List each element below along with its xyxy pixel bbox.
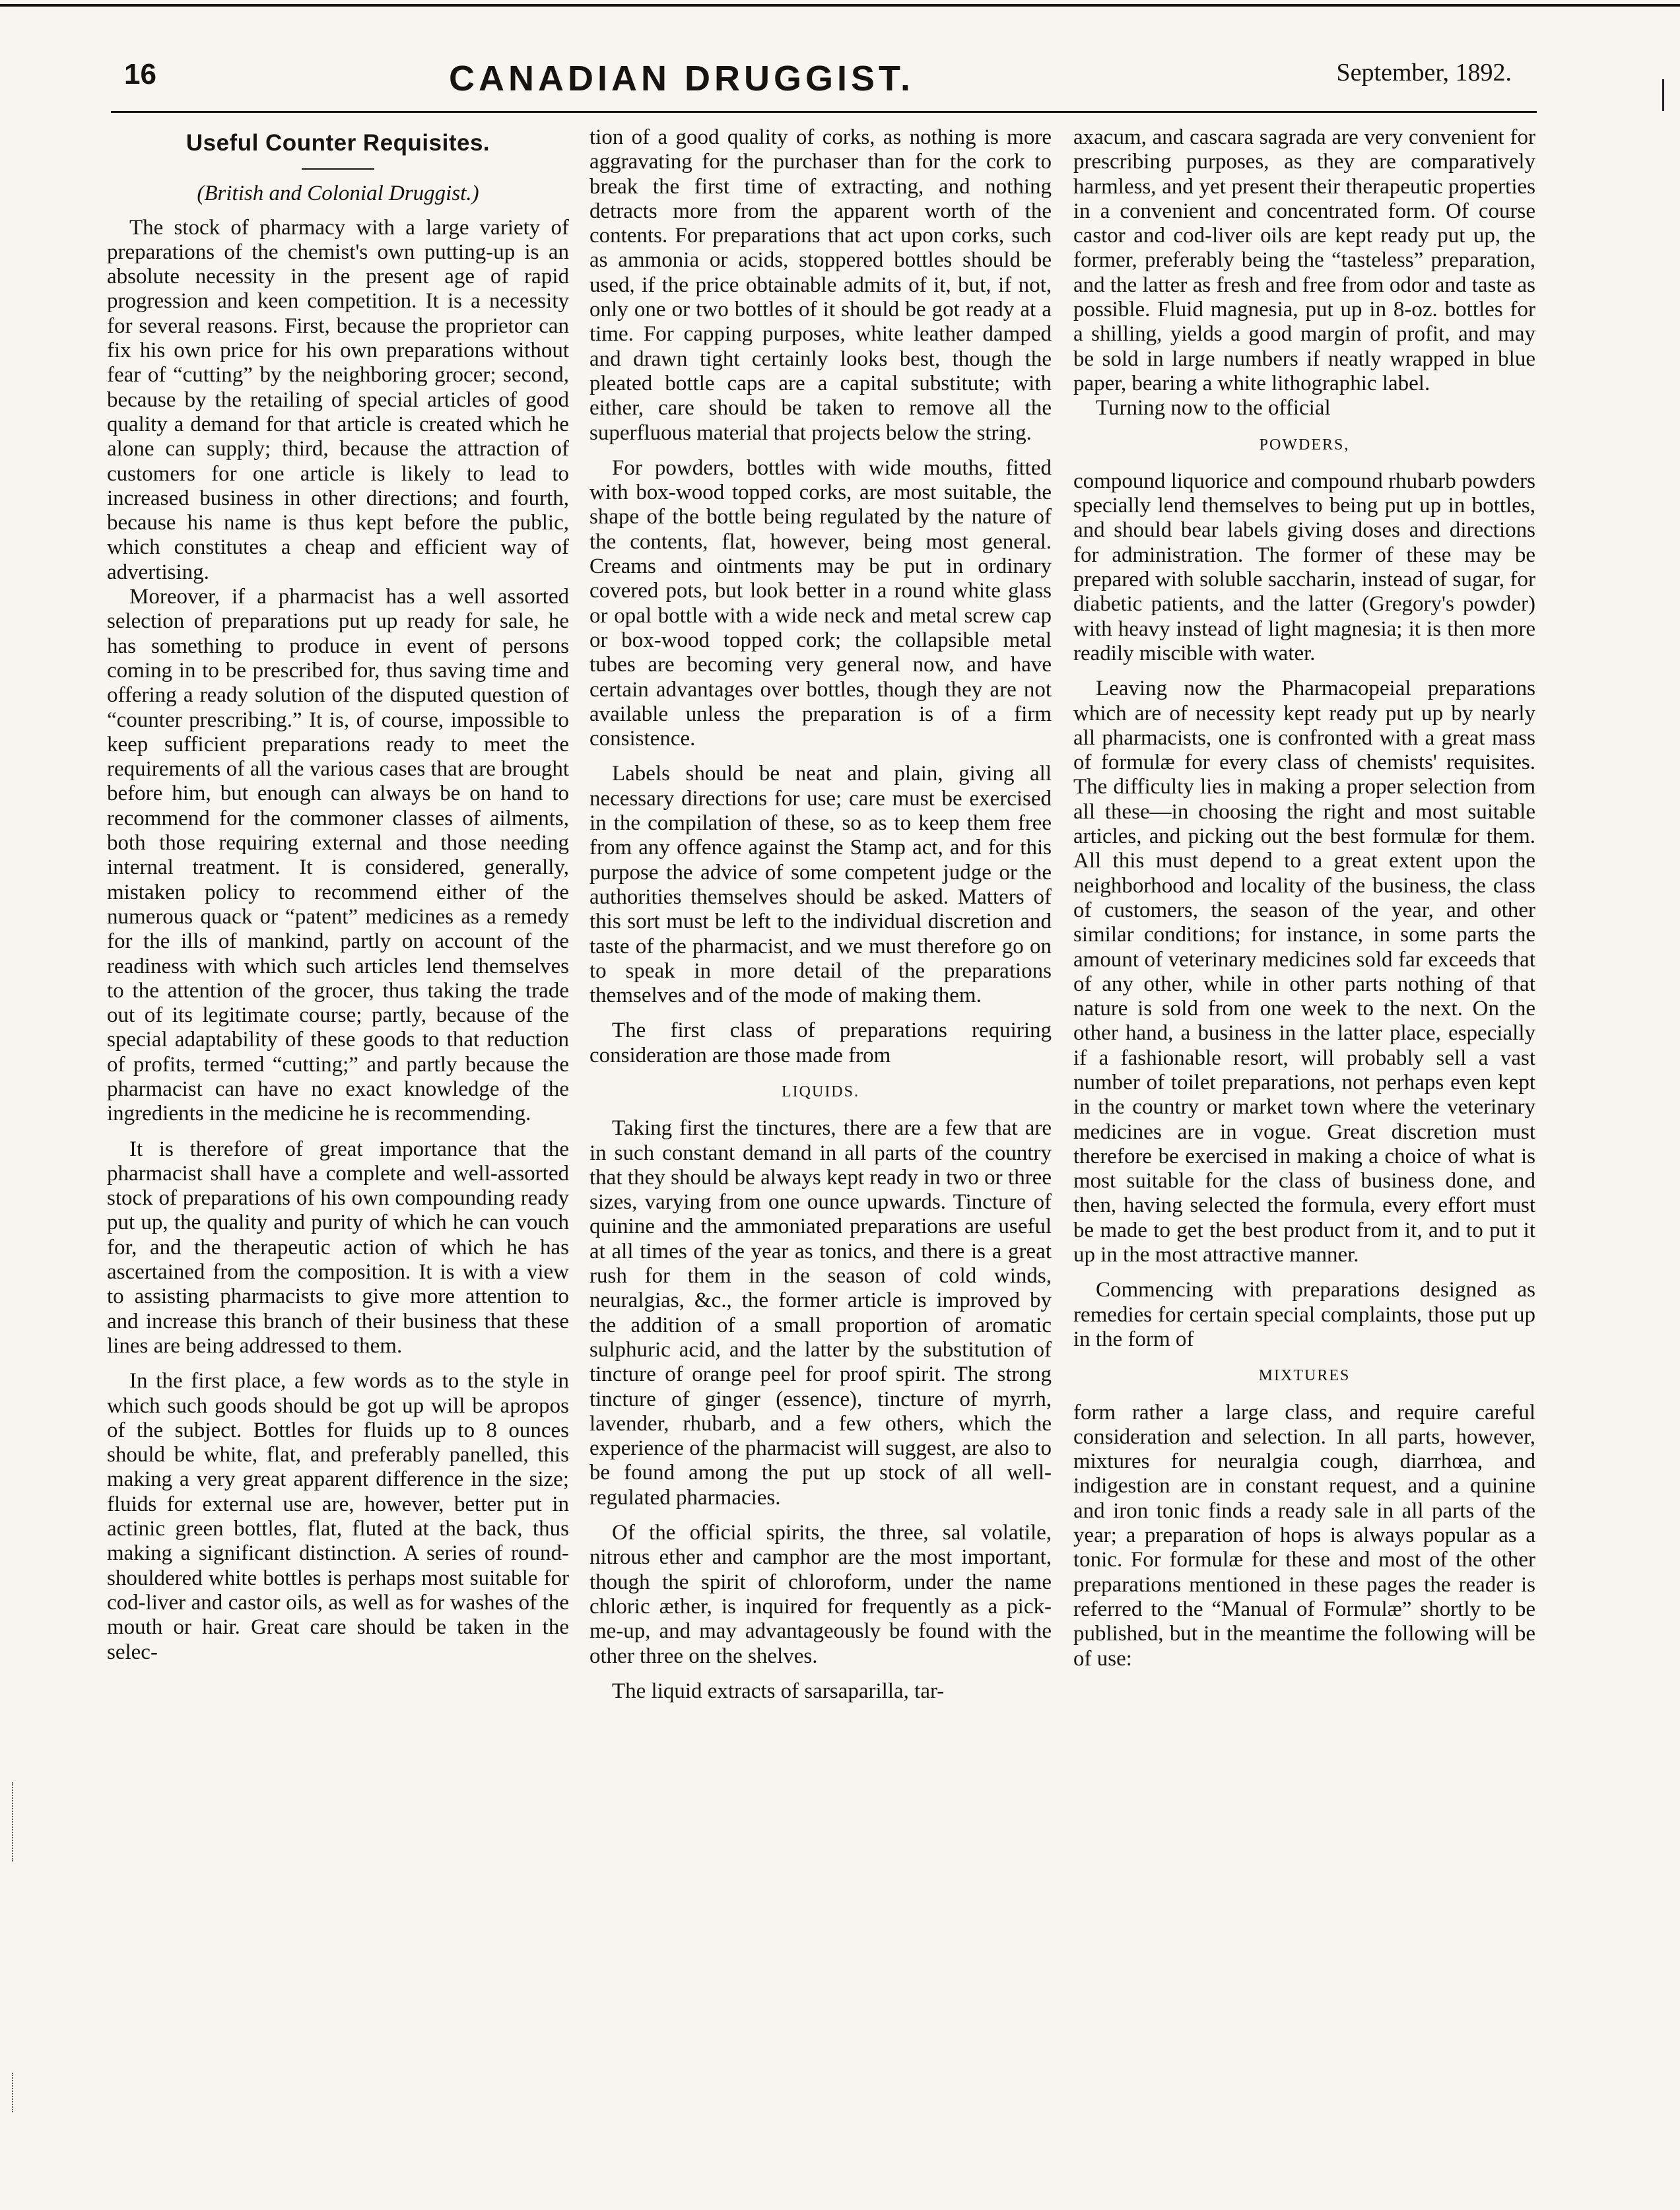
paragraph: Commencing with preparations designed as remedies for certain special complaints, those put up in the form of xyxy=(1073,1278,1535,1351)
top-border-rule xyxy=(0,4,1680,7)
column-2 xyxy=(589,125,1052,1704)
paragraph: For powders, bottles with wide mouths, fitted with box-wood topped corks, are most suitable, the shape of the bottle being regulated by the nature of the contents, flat, however, being most general. Creams and ointments may be put in ordinary covered pots, but look better in a round white glass or opal bottle with a wide neck and metal screw cap or box-wood topped cork; the collapsible metal tubes are becoming very general now, and have certain advantages over bottles, though they are not available unless the preparation is of a firm consistence. xyxy=(589,455,1052,751)
paragraph: The stock of pharmacy with a large variety of preparations of the chemist's own putting-up is an absolute necessity in the present age of rapid progression and keen competition. It is a necessity for several reasons. First, because the proprietor can fix his own price for his own preparations without fear of “cutting” by the neighboring grocer; second, because by the retailing of special articles of good quality a demand for that article is created which he alone can supply; third, because the attraction of customers for one article is likely to lead to increased business in other directions; and fourth, because his name is thus kept before the public, which constitutes a cheap and efficient way of advertising. xyxy=(107,215,569,584)
paragraph: axacum, and cascara sagrada are very convenient for prescribing purposes, as they are comparatively harmless, and yet present their therapeutic properties in a convenient and concentrated form. Of course castor and cod-liver oils are kept ready put up, the former, preferably being the “tasteless” preparation, and the latter as fresh and free from odor and taste as possible. Fluid magnesia, put up in 8-oz. bottles for a shilling, yields a good margin of profit, and may be sold in large numbers if neatly wrapped in blue paper, bearing a white lithographic label. xyxy=(1073,125,1535,395)
subheading-mixtures: MIXTURES xyxy=(1258,1367,1351,1385)
paragraph: Of the official spirits, the three, sal volatile, nitrous ether and camphor are the most important, though the spirit of chloroform, under the name chloric æther, is inquired for frequently as a pick-me-up, and may advantageously be found with the other three on the shelves. xyxy=(589,1521,1052,1668)
margin-speckle xyxy=(12,2073,20,2112)
paragraph: The first class of preparations requiring consideration are those made from xyxy=(589,1019,1052,1067)
paragraph: tion of a good quality of corks, as nothing is more aggravating for the purchaser than for the cork to break the first time of extracting, and nothing detracts more from the apparent worth of the contents. For preparations that act upon corks, such as ammonia or acids, stoppered bottles should be used, if the price obtainable admits of it, but, if not, only one or two bottles of it should be got ready at a time. For capping purposes, white leather damped and drawn tight certainly looks best, though the pleated bottle caps are a capital substitute; with either, care should be taken to remove all the superfluous material that projects below the string. xyxy=(589,125,1052,445)
issue-date: September, 1892. xyxy=(1336,59,1512,86)
article-title: Useful Counter Requisites. xyxy=(185,130,490,156)
paragraph: Taking first the tinctures, there are a few that are in such constant demand in all parts of the country that they should be always kept ready in two or three sizes, varying from one ounce upwards. Tincture of quinine and the ammoniated preparations are useful at all times of the year as tonics, and there is a great rush for them in the season of cold winds, neuralgias, &c., the former article is improved by the addition of a small proportion of aromatic sulphuric acid, and the latter by the substitution of tincture of orange peel for proof spirit. The strong tincture of ginger (essence), tincture of myrrh, lavender, rhubarb, and a few others, which the experience of the pharmacist will suggest, are also to be found among the put up stock of all well-regulated pharmacies. xyxy=(589,1116,1052,1510)
paragraph: Moreover, if a pharmacist has a well assorted selection of preparations put up ready for sale, he has something to produce in event of persons coming in to be prescribed for, thus saving time and offering a ready solution of the disputed question of “counter prescribing.” It is, of course, impossible to keep sufficient preparations ready to meet the requirements of all the various cases that are brought before him, but enough can always be on hand to recommend for the commoner classes of ailments, both those requiring external and those needing internal treatment. It is considered, generally, mistaken policy to recommend either of the numerous quack or “patent” medicines as a remedy for the ills of mankind, partly on account of the readiness with which such articles lend themselves to the attention of the grocer, thus taking the trade out of its legitimate course; partly, because of the special adaptability of these goods to that reduction of profits, termed “cutting;” and partly because the pharmacist can have no exact knowledge of the ingredients in the medicine he is recommending. xyxy=(107,585,569,1126)
column-3 xyxy=(1073,125,1535,1671)
paragraph: It is therefore of great importance that the pharmacist shall have a complete and well-assorted stock of preparations of his own compounding ready put up, the quality and purity of which he can vouch for, and the therapeutic action of which he has ascertained from the composition. It is with a view to assisting pharmacists to give more attention to and increase this branch of their business that these lines are being addressed to them. xyxy=(107,1137,569,1358)
header-rule xyxy=(111,111,1537,113)
paragraph: Turning now to the official xyxy=(1096,396,1331,420)
page-number: 16 xyxy=(124,58,156,90)
article-source: (British and Colonial Druggist.) xyxy=(197,182,479,206)
paragraph: Labels should be neat and plain, giving all necessary directions for use; care must be exercised in the compilation of these, so as to keep them free from any offence against the Stamp act, and for this purpose the advice of some competent judge or the authorities themselves should be asked. Matters of this sort must be left to the individual discretion and taste of the pharmacist, and we must therefore go on to speak in more detail of the preparations themselves and of the mode of making them. xyxy=(589,762,1052,1008)
title-rule xyxy=(302,168,374,170)
margin-speckle xyxy=(12,1782,20,1861)
paragraph: compound liquorice and compound rhubarb powders specially lend themselves to being put up in bottles, and should bear labels giving doses and directions for administration. The former of these may be prepared with soluble saccharin, instead of sugar, for diabetic patients, and the latter (Gregory's powder) with heavy instead of light magnesia; it is then more readily miscible with water. xyxy=(1073,469,1535,665)
margin-mark xyxy=(1662,79,1664,111)
paragraph: The liquid extracts of sarsaparilla, tar- xyxy=(612,1679,945,1703)
subheading-powders: POWDERS, xyxy=(1259,436,1350,453)
paragraph: Leaving now the Pharmacopeial preparations which are of necessity kept ready put up by nearly all pharmacists, one is confronted with a great mass of formulæ for every class of chemists' requisites. The difficulty lies in making a proper selection from all these—in choosing the right and most suitable articles, and picking out the best formulæ for them. All this must depend to a great extent upon the neighborhood and locality of the business, the class of customers, the season of the year, and other similar conditions; for instance, in some parts the amount of veterinary medicines sold far exceeds that of any other, while in other parts nothing of that nature is sold from one week to the next. On the other hand, a business in the latter place, especially if a fashionable resort, will probably sell a vast number of toilet preparations, not perhaps even kept in the country or market town where the veterinary medicines are in vogue. Great discretion must therefore be exercised in making a choice of what is most suitable for the class of business done, and then, having selected the formula, every effort must be made to get the best product from it, and to put it up in the most attractive manner. xyxy=(1073,677,1535,1267)
column-1 xyxy=(107,125,569,1665)
journal-title: CANADIAN DRUGGIST. xyxy=(449,59,915,98)
paragraph: In the first place, a few words as to the style in which such goods should be got up will be apropos of the subject. Bottles for fluids up to 8 ounces should be white, flat, and preferably panelled, this making a very great apparent difference in the size; fluids for external use are, however, better put in actinic green bottles, flat, fluted at the back, thus making a significant distinction. A series of round-shouldered white bottles is perhaps most suitable for cod-liver and castor oils, as well as for washes of the mouth or hair. Great care should be taken in the selec- xyxy=(107,1369,569,1664)
paragraph: form rather a large class, and require careful consideration and selection. In all parts, however, mixtures for neuralgia cough, diarrhœa, and indigestion are in constant request, and a quinine and iron tonic finds a ready sale in all parts of the year; a preparation of hops is always popular as a tonic. For formulæ for these and most of the other preparations mentioned in these pages the reader is referred to the “Manual of Formulæ” shortly to be published, but in the meantime the following will be of use: xyxy=(1073,1400,1535,1671)
subheading-liquids: LIQUIDS. xyxy=(782,1083,859,1100)
